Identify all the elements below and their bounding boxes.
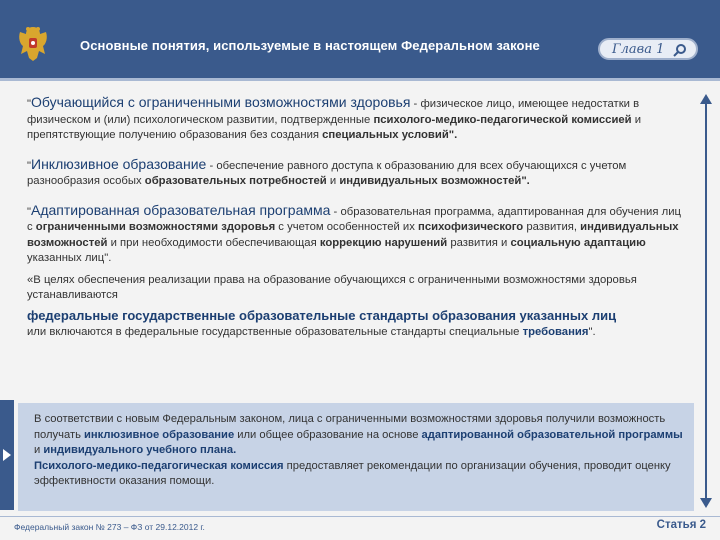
standards-paragraph: «В целях обеспечения реализации права на образование обучающихся с ограниченными возможностями здоровья устанавливаются федеральные государственные образовательные стандарты образования указанных лиц или включаются в федеральные государственные образовательные стандарты специальные требования".	[27, 273, 637, 338]
header-divider	[0, 78, 720, 81]
footer-law-reference: Федеральный закон № 273 – ФЗ от 29.12.2012 г.	[14, 522, 205, 532]
sidebar-toggle[interactable]	[0, 400, 14, 510]
page-title: Основные понятия, используемые в настоящем Федеральном законе	[80, 38, 540, 53]
arrow-down-icon	[700, 498, 712, 508]
scrollbar[interactable]	[699, 92, 713, 510]
definition-adapted-program: "Адаптированная образовательная программа - образовательная программа, адаптированная для обучения лиц с ограниченными возможностями здоровья с учетом особенностей их психофизического развития, индивидуальных возможностей и при необходимости обеспечивающая коррекцию нарушений развития и социальную адаптацию указанных лиц".	[27, 201, 681, 264]
arrow-up-icon	[700, 94, 712, 104]
header-bar	[0, 0, 720, 78]
chapter-label: Глава 1	[612, 42, 665, 57]
summary-note	[18, 403, 694, 511]
triangle-right-icon[interactable]	[3, 449, 11, 461]
article-number: Статья 2	[656, 519, 706, 531]
summary-text: В соответствии с новым Федеральным законом, лица с ограниченными возможностями здоровья получили возможность получать инклюзивное образование или общее образование на основе адаптированной образовательной программы и индивидуального учебного плана. Психолого-медико-педагогическая комиссия предоставляет рекомендации по организации обучения, проводит оценку эффективности оказания помощи.	[34, 413, 683, 487]
coat-of-arms-icon	[14, 24, 52, 64]
chapter-search-box[interactable]	[598, 38, 698, 60]
main-content	[27, 95, 687, 341]
footer-divider	[0, 516, 720, 517]
definition-student: "Обучающийся с ограниченными возможностями здоровья - физическое лицо, имеющее недостатки в физическом и (или) психологическом развитии, подтвержденные психолого-медико-педагогической комиссией и препятствующие получению образования без создания специальных условий".	[27, 94, 642, 141]
definition-inclusive: "Инклюзивное образование - обеспечение равного доступа к образованию для всех обучающихся с учетом разнообразия особых образовательных потребностей и индивидуальных возможностей".	[27, 155, 627, 187]
search-icon[interactable]	[673, 43, 687, 57]
